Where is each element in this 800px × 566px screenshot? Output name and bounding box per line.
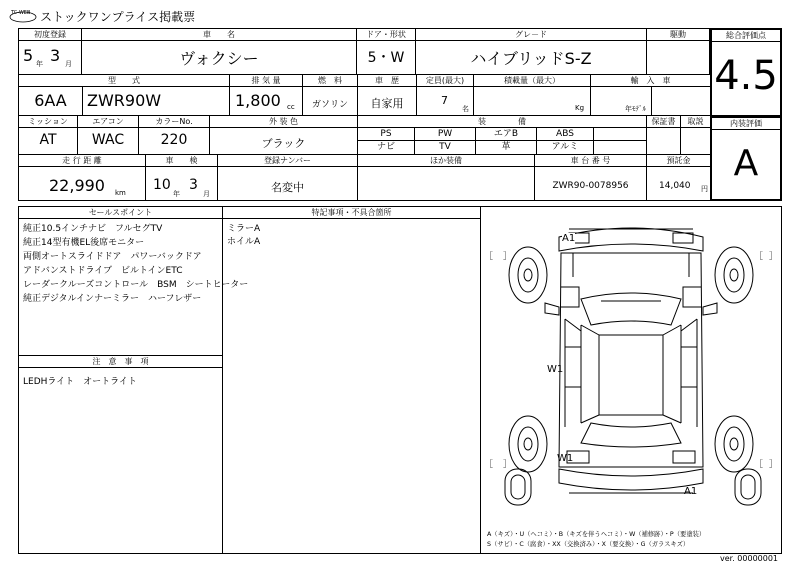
aircon: WAC [91, 132, 125, 148]
first-reg-month: 3 [50, 46, 61, 65]
caution-1: LEDHライト オートライト [23, 377, 137, 387]
cell-chassis-no [534, 154, 647, 201]
equip-alloy: アルミ [537, 141, 594, 154]
history: 自家用 [370, 97, 404, 110]
mark-a1-rear: A1 [684, 486, 698, 497]
cell-warranty [646, 115, 681, 155]
bracket-rear-right-close: ］ [769, 460, 779, 470]
bracket-front-right-close: ］ [769, 252, 779, 262]
cell-equipment [357, 115, 647, 155]
logo-text: TC-WEB [11, 10, 31, 16]
car-diagram-panel [480, 206, 782, 554]
plate: 名変中 [271, 181, 304, 194]
label-mission: ミッション [19, 116, 77, 128]
label-door-type: ドア・形状 [357, 29, 415, 41]
unit-insp-year: 年 [173, 190, 180, 198]
unit-import-model-year: 年ﾓﾃﾞﾙ [625, 105, 646, 113]
car-name: ヴォクシー [179, 49, 259, 68]
cell-first-reg [18, 28, 82, 75]
label-drive: 駆動 [647, 29, 709, 41]
chassis-no: ZWR90-0078956 [552, 181, 629, 191]
bracket-front-right-open: ［ [754, 252, 764, 262]
label-import: 輸 入 車 [591, 75, 710, 87]
sales-point-5: レーダークルーズコントロール BSM シートヒーター [23, 280, 249, 290]
mark-a1-front: A1 [562, 233, 576, 244]
model-code: ZWR90W [87, 91, 162, 110]
cell-interior-score [710, 116, 782, 201]
label-interior-score: 内装評価 [712, 118, 780, 130]
legend-line-1: A（キズ）・U（ヘコミ）・B（キズを伴うヘコミ）・W（補修跡）・P（要塗装） [487, 531, 706, 538]
label-equipment: 装 備 [358, 116, 646, 128]
equip-leather: 革 [476, 141, 537, 154]
bracket-front-left-close: ］ [503, 252, 513, 262]
unit-month: 月 [65, 60, 72, 68]
cell-load [473, 74, 591, 116]
model-divider [82, 87, 83, 115]
overall-score: 4.5 [714, 53, 778, 99]
sales-point-3: 両側オートスライドドア パワーバックドア [23, 252, 202, 262]
label-capacity: 定員(最大) [417, 75, 473, 87]
label-color-no: カラーNo. [139, 116, 209, 128]
cell-displacement [229, 74, 303, 116]
grade: ハイブリッドS-Z [470, 49, 592, 68]
equip-abs: ABS [537, 128, 594, 141]
cell-model [18, 74, 230, 116]
equip-tv: TV [415, 141, 476, 154]
unit-persons: 名 [462, 105, 469, 113]
sales-point-2: 純正14型有機EL後席モニター [23, 238, 145, 248]
special-note-1: ミラーA [227, 224, 261, 234]
equipment-grid [358, 128, 646, 154]
label-grade: グレ－ド [416, 29, 646, 41]
car-diagram-icon [481, 207, 781, 553]
cell-door-type [356, 28, 416, 75]
label-load: 積載量（最大） [474, 75, 590, 87]
label-sales-points: セールスポイント [19, 207, 222, 219]
sales-point-4: アドバンストドライブ ビルトインETC [23, 266, 183, 276]
label-special-notes: 特記事項・不具合箇所 [223, 207, 480, 219]
legend-line-2: S（サビ）・C（腐食）・XX（交換済み）・X（要交換）・G（ガラスキズ） [487, 541, 690, 548]
cell-exterior [209, 115, 358, 155]
interior-score: A [733, 143, 759, 184]
cell-drive [646, 28, 710, 75]
label-warranty: 保証書 [647, 116, 680, 128]
color-no: 220 [160, 132, 188, 148]
inspection-month: 3 [189, 177, 198, 193]
label-exterior: 外 装 色 [210, 116, 357, 128]
label-fuel: 燃 料 [303, 75, 357, 87]
displacement: 1,800 [235, 91, 281, 110]
cell-mission [18, 115, 78, 155]
label-overall-score: 総合評価点 [712, 30, 780, 42]
fuel: ガソリン [311, 100, 348, 110]
model-prefix: 6AA [34, 91, 67, 110]
cell-import [590, 74, 711, 116]
label-history: 車 歴 [358, 75, 416, 87]
cell-inspection [145, 154, 218, 201]
label-cautions: 注 意 事 項 [19, 356, 222, 368]
cell-capacity [416, 74, 474, 116]
label-mileage: 走 行 距 離 [19, 155, 145, 167]
deposit: 14,040 [659, 181, 691, 191]
cell-manual [680, 115, 711, 155]
label-deposit: 預託金 [647, 155, 710, 167]
tc-web-logo [8, 8, 38, 22]
label-manual: 取説 [681, 116, 710, 128]
equip-ps: PS [358, 128, 415, 141]
bracket-rear-left-close: ］ [503, 460, 513, 470]
unit-insp-month: 月 [203, 190, 210, 198]
cell-deposit [646, 154, 711, 201]
bracket-front-left-open: ［ [484, 252, 494, 262]
unit-kg: Kg [575, 104, 585, 112]
first-reg-year: 5 [23, 46, 34, 65]
cell-color-no [138, 115, 210, 155]
cell-history [357, 74, 417, 116]
label-plate: 登録ナンバー [218, 155, 357, 167]
unit-yen: 円 [701, 185, 708, 193]
cell-overall-score [710, 28, 782, 117]
cell-plate [217, 154, 358, 201]
label-chassis-no: 車 台 番 号 [535, 155, 646, 167]
import-divider [651, 87, 652, 115]
cell-grade [415, 28, 647, 75]
version-label: ver. 00000001 [720, 554, 779, 563]
cell-aircon [77, 115, 139, 155]
capacity: 7 [441, 94, 448, 107]
equip-navi: ナビ [358, 141, 415, 154]
cell-other-equipment [357, 154, 535, 201]
exterior-color: ブラック [261, 137, 306, 150]
special-notes-panel [222, 206, 481, 554]
unit-year: 年 [36, 60, 43, 68]
mark-w1-rear: W1 [557, 453, 574, 464]
label-other-equipment: ほか装備 [358, 155, 534, 167]
bracket-rear-right-open: ［ [754, 460, 764, 470]
unit-km: km [115, 189, 126, 197]
label-car-name: 車 名 [82, 29, 356, 41]
equip-airbag: エアB [476, 128, 537, 141]
mark-w1-side: W1 [547, 364, 564, 375]
mission: AT [39, 132, 57, 148]
cautions-panel [18, 355, 223, 554]
sales-point-6: 純正デジタルインナーミラー ハーフレザー [23, 294, 202, 304]
unit-cc: cc [287, 103, 295, 111]
label-first-reg: 初度登録 [19, 29, 81, 41]
inspection-year: 10 [153, 177, 171, 193]
cell-mileage [18, 154, 146, 201]
page-title: ストックワンプライス掲載票 [40, 10, 196, 24]
equip-blank-1 [594, 128, 646, 141]
special-note-2: ホイルA [227, 237, 261, 247]
door-type: 5・W [367, 50, 405, 66]
bracket-rear-left-open: ［ [484, 460, 494, 470]
cell-fuel [302, 74, 358, 116]
label-aircon: エアコン [78, 116, 138, 128]
mileage: 22,990 [49, 176, 105, 195]
label-model: 型 式 [19, 75, 229, 87]
label-displacement: 排 気 量 [230, 75, 302, 87]
equip-blank-2 [594, 141, 646, 154]
label-inspection: 車 検 [146, 155, 217, 167]
sales-point-1: 純正10.5インチナビ フルセグTV [23, 224, 163, 234]
cell-car-name [81, 28, 357, 75]
equip-pw: PW [415, 128, 476, 141]
